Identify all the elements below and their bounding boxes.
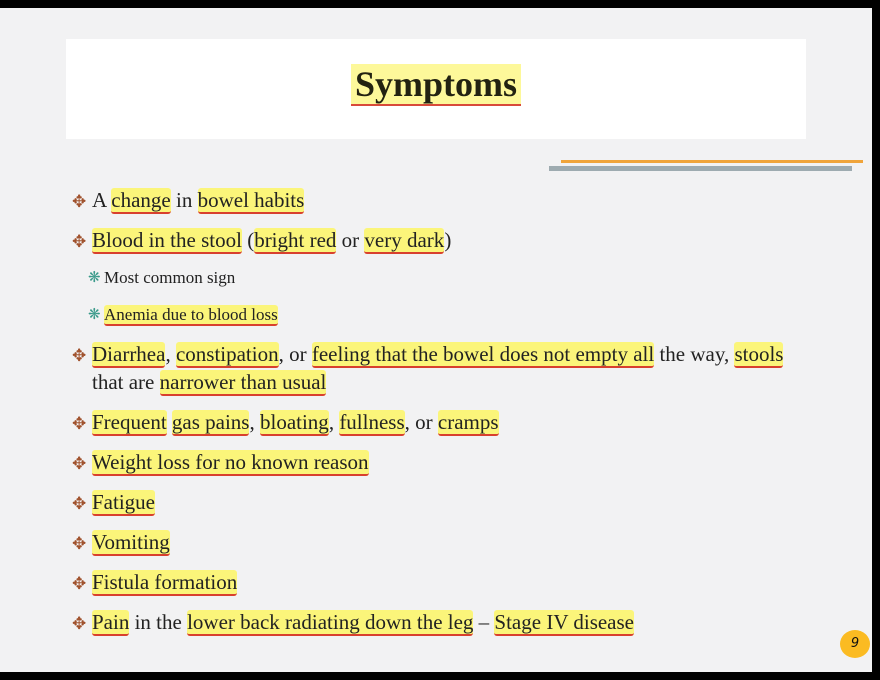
slide-title: Symptoms	[66, 63, 806, 105]
title-box	[66, 39, 806, 139]
slide	[0, 8, 872, 672]
page-number-badge: 9	[840, 630, 870, 658]
bullet-item: ✥ Blood in the stool (bright red or very dark)	[72, 226, 812, 254]
four-arrow-diamond-icon: ✥	[72, 414, 87, 433]
four-arrow-diamond-icon: ✥	[72, 232, 87, 251]
bullet-item: ✥ Diarrhea, constipation, or feeling that the bowel does not empty all the way, stools that are narrower than usual	[72, 342, 784, 394]
bullet-item: ✥ Fatigue	[72, 488, 812, 516]
four-arrow-diamond-icon: ✥	[72, 346, 87, 365]
accent-line-orange	[561, 160, 863, 163]
bullet-item: ✥ Weight loss for no known reason	[72, 448, 812, 476]
asterisk-flower-icon: ❋	[88, 270, 101, 286]
four-arrow-diamond-icon: ✥	[72, 192, 87, 211]
bullet-item: ✥ Frequent gas pains, bloating, fullness, or cramps	[72, 408, 812, 436]
bullet-item: ✥ Vomiting	[72, 528, 812, 556]
bullet-list	[72, 186, 812, 648]
four-arrow-diamond-icon: ✥	[72, 454, 87, 473]
sub-bullet-item: ❋ Most common sign	[72, 266, 812, 290]
bullet-item: ✥ Fistula formation	[72, 568, 812, 596]
sub-bullet-item: ❋ Anemia due to blood loss	[72, 303, 812, 327]
bullet-item: ✥ A change in bowel habits	[72, 186, 812, 214]
bullet-item: ✥ Pain in the lower back radiating down the leg – Stage IV disease	[72, 608, 812, 636]
accent-line-gray	[549, 166, 852, 171]
four-arrow-diamond-icon: ✥	[72, 614, 87, 633]
four-arrow-diamond-icon: ✥	[72, 494, 87, 513]
four-arrow-diamond-icon: ✥	[72, 534, 87, 553]
four-arrow-diamond-icon: ✥	[72, 574, 87, 593]
asterisk-flower-icon: ❋	[88, 307, 101, 323]
